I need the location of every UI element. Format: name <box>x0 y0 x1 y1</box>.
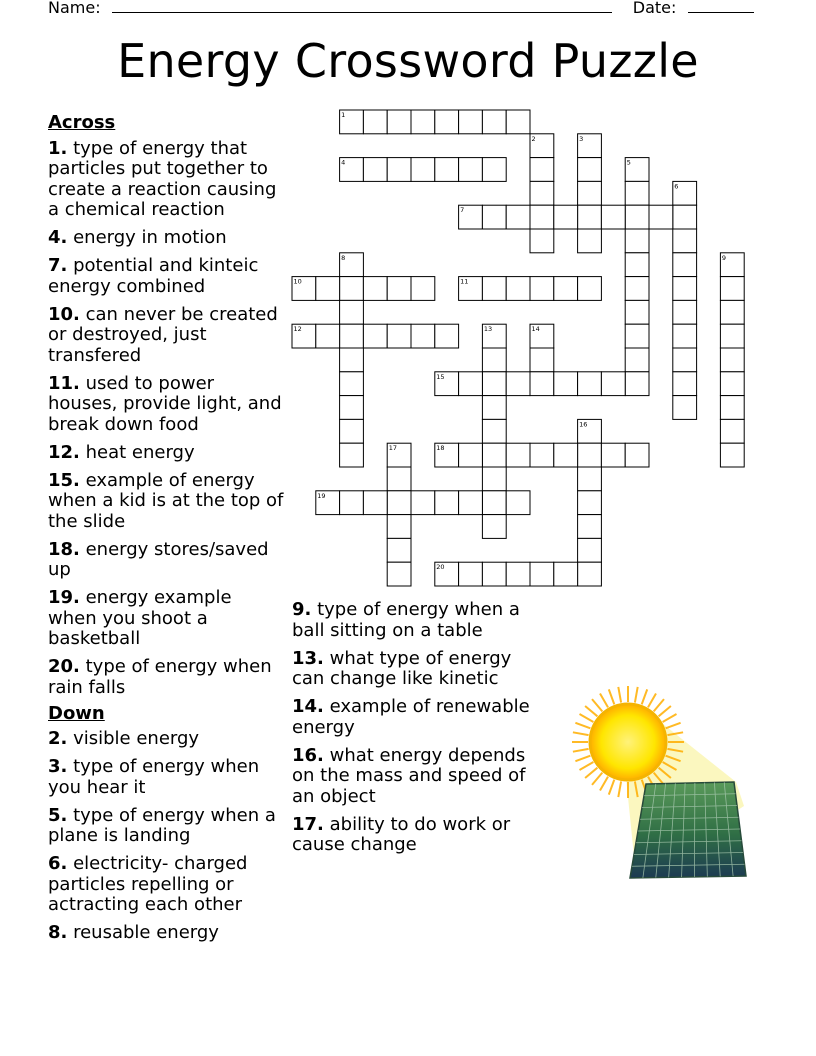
crossword-cell[interactable] <box>530 277 554 301</box>
crossword-cell[interactable] <box>720 396 744 420</box>
crossword-cell[interactable] <box>340 443 364 467</box>
cell-number: 16 <box>579 420 588 429</box>
crossword-cell[interactable] <box>530 158 554 182</box>
cell-number: 19 <box>317 491 326 500</box>
clue-number: 20. <box>48 656 80 677</box>
clue-number: 3. <box>48 756 68 777</box>
crossword-cell[interactable] <box>363 324 387 348</box>
crossword-cell[interactable] <box>673 324 697 348</box>
clue-number: 14. <box>292 696 324 717</box>
crossword-cell[interactable] <box>720 277 744 301</box>
across-heading: Across <box>48 112 116 133</box>
crossword-cell[interactable] <box>482 396 506 420</box>
crossword-cell[interactable] <box>482 277 506 301</box>
solar-panel-icon <box>630 782 746 878</box>
crossword-cell[interactable] <box>720 419 744 443</box>
crossword-cell[interactable] <box>435 491 459 515</box>
crossword-cell[interactable] <box>411 277 435 301</box>
clue-text: electricity- charged particles repelling or actracting each other <box>48 853 248 915</box>
clue-text: can never be created or destroyed, just transfered <box>48 303 278 366</box>
crossword-cell[interactable] <box>554 205 578 229</box>
date-label: Date: <box>632 0 677 17</box>
crossword-cell[interactable] <box>482 562 506 586</box>
crossword-cell[interactable] <box>530 229 554 253</box>
clue-number: 10. <box>48 303 80 325</box>
page-title: Energy Crossword Puzzle <box>117 34 699 88</box>
clue-number: 18. <box>48 538 80 560</box>
clue-number: 15. <box>48 469 80 491</box>
crossword-cell[interactable] <box>340 419 364 443</box>
crossword-cell[interactable] <box>578 181 602 205</box>
crossword-cell[interactable] <box>506 491 530 515</box>
crossword-cell[interactable] <box>720 300 744 324</box>
crossword-cell[interactable] <box>340 491 364 515</box>
crossword-cell[interactable] <box>578 467 602 491</box>
cell-number: 7 <box>460 206 465 215</box>
crossword-cell[interactable] <box>387 467 411 491</box>
crossword-cell[interactable] <box>673 253 697 277</box>
crossword-cell[interactable] <box>363 277 387 301</box>
crossword-cell[interactable] <box>459 158 483 182</box>
name-label: Name: <box>48 0 101 17</box>
crossword-cell[interactable] <box>554 443 578 467</box>
crossword-cell[interactable] <box>625 229 649 253</box>
clue-number: 1. <box>48 137 68 159</box>
clue-number: 7. <box>48 255 68 276</box>
crossword-cell[interactable] <box>625 443 649 467</box>
crossword-cell[interactable] <box>340 348 364 372</box>
crossword-cell[interactable] <box>506 205 530 229</box>
crossword-cell[interactable] <box>340 300 364 324</box>
crossword-cell[interactable] <box>363 491 387 515</box>
crossword-cell[interactable] <box>482 491 506 515</box>
crossword-cell[interactable] <box>411 158 435 182</box>
clue-text: what type of energy can change like kinetic <box>292 647 512 689</box>
clue-number: 11. <box>48 372 80 394</box>
clue-number: 2. <box>48 728 68 749</box>
crossword-cell[interactable] <box>435 324 459 348</box>
crossword-cell[interactable] <box>482 419 506 443</box>
crossword-cell[interactable] <box>411 324 435 348</box>
crossword-cell[interactable] <box>673 277 697 301</box>
crossword-cell[interactable] <box>625 348 649 372</box>
crossword-cell[interactable] <box>673 205 697 229</box>
down-heading: Down <box>48 702 105 724</box>
crossword-cell[interactable] <box>578 491 602 515</box>
crossword-cell[interactable] <box>625 277 649 301</box>
cell-number: 12 <box>293 325 302 334</box>
cell-number: 9 <box>721 253 727 262</box>
crossword-cell[interactable] <box>530 205 554 229</box>
clue-text: used to power houses, provide light, and break down food <box>48 372 282 435</box>
crossword-cell[interactable] <box>482 515 506 539</box>
sun-icon <box>590 704 666 780</box>
cell-number: 17 <box>388 444 397 453</box>
crossword-cell[interactable] <box>673 348 697 372</box>
crossword-cell[interactable] <box>340 324 364 348</box>
crossword-cell[interactable] <box>530 348 554 372</box>
cell-number: 1 <box>341 111 346 119</box>
cell-number: 3 <box>579 134 584 143</box>
clue-number: 4. <box>48 227 68 248</box>
clue-number: 19. <box>48 587 80 608</box>
clue-text: energy stores/saved up <box>48 538 269 580</box>
crossword-cell[interactable] <box>530 181 554 205</box>
crossword-cell[interactable] <box>340 396 364 420</box>
cell-number: 14 <box>531 325 540 334</box>
cell-number: 8 <box>341 253 346 262</box>
crossword-cell[interactable] <box>720 443 744 467</box>
crossword-cell[interactable] <box>554 372 578 396</box>
crossword-cell[interactable] <box>578 205 602 229</box>
crossword-cell[interactable] <box>459 491 483 515</box>
crossword-cell[interactable] <box>506 277 530 301</box>
crossword-cell[interactable] <box>649 205 673 229</box>
clue-text: example of renewable energy <box>292 696 530 738</box>
crossword-cell[interactable] <box>387 562 411 586</box>
crossword-cell[interactable] <box>459 372 483 396</box>
crossword-cell[interactable] <box>482 348 506 372</box>
cell-number: 20 <box>436 563 445 572</box>
crossword-cell[interactable] <box>625 253 649 277</box>
clue-text: reusable energy <box>67 922 219 943</box>
crossword-cell[interactable] <box>720 372 744 396</box>
cell-number: 15 <box>436 372 445 381</box>
crossword-cell[interactable] <box>625 324 649 348</box>
clue-text: energy in motion <box>67 227 227 248</box>
clue-number: 9. <box>292 599 312 620</box>
clue-text: type of energy when a plane is landing <box>48 804 276 846</box>
crossword-cell[interactable] <box>506 562 530 586</box>
clue-number: 8. <box>48 922 68 943</box>
crossword-cell[interactable] <box>530 443 554 467</box>
clue-text: type of energy when rain falls <box>48 656 272 698</box>
crossword-cell[interactable] <box>387 515 411 539</box>
cell-number: 18 <box>436 444 445 453</box>
cell-number: 10 <box>293 277 302 286</box>
crossword-cell[interactable] <box>506 110 530 134</box>
clue-number: 6. <box>48 853 68 874</box>
crossword-cell[interactable] <box>316 324 340 348</box>
crossword-cell[interactable] <box>411 491 435 515</box>
crossword-cell[interactable] <box>578 562 602 586</box>
clue-text: what energy depends on the mass and speed of an object <box>292 744 526 807</box>
crossword-cell[interactable] <box>625 181 649 205</box>
crossword-cell[interactable] <box>482 372 506 396</box>
crossword-cell[interactable] <box>673 300 697 324</box>
clue-text: heat energy <box>79 441 195 463</box>
crossword-cell[interactable] <box>482 467 506 491</box>
crossword-cell[interactable] <box>340 277 364 301</box>
crossword-cell[interactable] <box>387 491 411 515</box>
crossword-cell[interactable] <box>720 348 744 372</box>
clue-number: 13. <box>292 647 324 669</box>
crossword-cell[interactable] <box>625 372 649 396</box>
crossword-cell[interactable] <box>506 372 530 396</box>
crossword-cell[interactable] <box>435 158 459 182</box>
crossword-cell[interactable] <box>387 158 411 182</box>
clue-text: energy example when you shoot a basketball <box>48 587 232 649</box>
clue-text: potential and kinteic energy combined <box>48 255 259 297</box>
crossword-cell[interactable] <box>601 372 625 396</box>
crossword-cell[interactable] <box>340 372 364 396</box>
sun-solar-panel-illustration <box>566 676 752 882</box>
crossword-cell[interactable] <box>482 443 506 467</box>
crossword-cell[interactable] <box>387 538 411 562</box>
cell-number: 4 <box>341 158 346 167</box>
crossword-cell[interactable] <box>578 372 602 396</box>
crossword-cell[interactable] <box>363 158 387 182</box>
crossword-cell[interactable] <box>316 277 340 301</box>
crossword-cell[interactable] <box>720 324 744 348</box>
crossword-cell[interactable] <box>459 562 483 586</box>
crossword-cell[interactable] <box>530 372 554 396</box>
crossword-cell[interactable] <box>459 110 483 134</box>
crossword-cell[interactable] <box>578 277 602 301</box>
crossword-cell[interactable] <box>482 110 506 134</box>
crossword-cell[interactable] <box>459 443 483 467</box>
crossword-cell[interactable] <box>554 562 578 586</box>
cell-number: 5 <box>626 158 631 167</box>
clue-text: type of energy when you hear it <box>48 756 260 798</box>
crossword-cell[interactable] <box>435 110 459 134</box>
crossword-cell[interactable] <box>625 300 649 324</box>
crossword-cell[interactable] <box>578 158 602 182</box>
crossword-cell[interactable] <box>363 110 387 134</box>
clue-text: type of energy that particles put together to create a reaction causing a chemical reaction <box>48 137 277 220</box>
crossword-cell[interactable] <box>387 277 411 301</box>
cell-number: 11 <box>460 277 469 286</box>
cell-number: 2 <box>531 134 536 143</box>
crossword-cell[interactable] <box>601 443 625 467</box>
crossword-cell[interactable] <box>578 443 602 467</box>
crossword-cell[interactable] <box>625 205 649 229</box>
clue-number: 17. <box>292 813 324 835</box>
crossword-cell[interactable] <box>578 229 602 253</box>
crossword-cell[interactable] <box>387 110 411 134</box>
crossword-cell[interactable] <box>387 324 411 348</box>
crossword-cell[interactable] <box>578 515 602 539</box>
crossword-cell[interactable] <box>482 158 506 182</box>
crossword-cell[interactable] <box>530 562 554 586</box>
crossword-cell[interactable] <box>482 205 506 229</box>
cell-number: 6 <box>674 182 679 191</box>
crossword-cell[interactable] <box>673 229 697 253</box>
clue-number: 5. <box>48 804 68 826</box>
clue-number: 12. <box>48 441 80 463</box>
crossword-cell[interactable] <box>601 205 625 229</box>
crossword-cell[interactable] <box>578 538 602 562</box>
clue-text: ability to do work or cause change <box>292 813 511 855</box>
crossword-cell[interactable] <box>506 443 530 467</box>
clue-text: example of energy when a kid is at the top of the slide <box>48 469 284 532</box>
clue-number: 16. <box>292 744 324 766</box>
cell-number: 13 <box>483 325 493 334</box>
clue-text: type of energy when a ball sitting on a table <box>292 599 520 641</box>
crossword-cell[interactable] <box>673 396 697 420</box>
crossword-cell[interactable] <box>554 277 578 301</box>
clue-text: visible energy <box>67 728 200 749</box>
crossword-cell[interactable] <box>673 372 697 396</box>
crossword-cell[interactable] <box>411 110 435 134</box>
